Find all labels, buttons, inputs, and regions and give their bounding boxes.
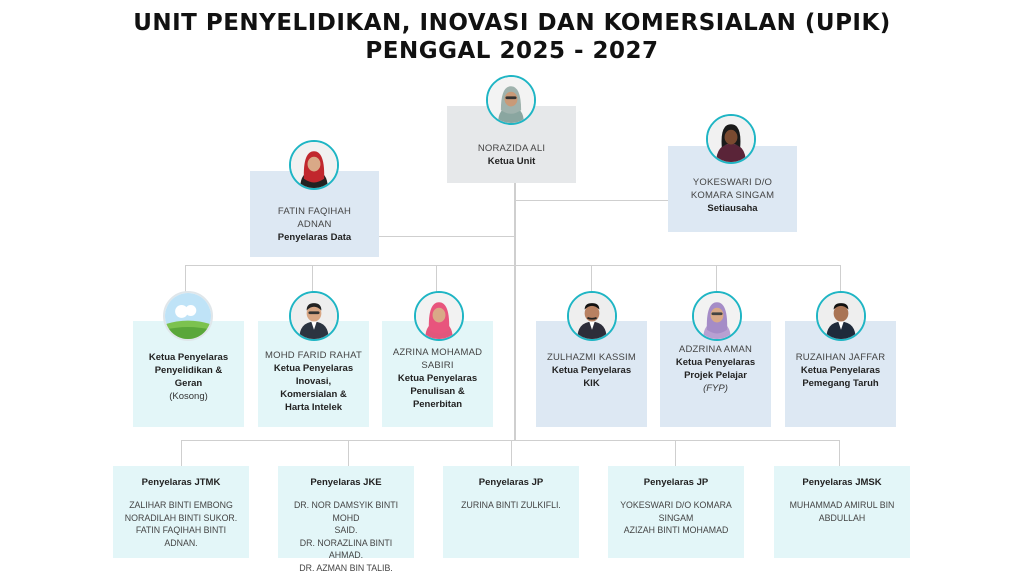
- lead-3-role-2: Penulisan &: [410, 386, 465, 397]
- dept-1-member-1: ZALIHAR BINTI EMBONG: [129, 500, 233, 510]
- dept-4-member-1: YOKESWARI D/O KOMARA: [620, 500, 732, 510]
- dept-1-member-3: FATIN FAQIHAH BINTI: [135, 525, 227, 535]
- leads-bus-line: [185, 265, 841, 266]
- dept-1-member-2: NORADILAH BINTI SUKOR.: [124, 512, 238, 523]
- secretary-branch-line: [515, 200, 669, 201]
- dept-2-member-3: DR. NORAZLINA BINTI AHMAD.: [299, 537, 393, 560]
- dept-2-member-4: DR. AZMAN BIN TALIB.: [299, 562, 393, 573]
- lead-2-name: MOHD FARID RAHAT: [265, 350, 362, 361]
- lead-3-role-1: Ketua Penyelaras: [397, 373, 478, 384]
- lead-5-role-1: Ketua Penyelaras: [675, 357, 756, 368]
- head-avatar: [486, 75, 536, 125]
- dept-drop-2: [348, 440, 349, 466]
- dept-node-1: [113, 466, 249, 558]
- lead-1-role-2: Penyelidikan &: [154, 365, 223, 376]
- lead-3-name-2: SABIRI: [421, 360, 454, 371]
- chart-subtitle: PENGGAL 2025 - 2027: [365, 38, 659, 64]
- dept-node-3: [443, 466, 579, 558]
- lead-2-role-3: Komersialan &: [280, 389, 347, 400]
- main-trunk-line: [514, 183, 516, 441]
- dept-node-2: [278, 466, 414, 573]
- dept-4-member-2: SINGAM: [658, 512, 694, 523]
- lead-4-avatar: [567, 291, 617, 341]
- lead-drop-5: [716, 265, 717, 293]
- data-coordinator-avatar: [289, 140, 339, 190]
- lead-4-role-2: KIK: [583, 378, 600, 389]
- dept-3-title: Penyelaras JP: [478, 477, 544, 488]
- dept-4-title: Penyelaras JP: [643, 477, 709, 488]
- dept-3-member-1: ZURINA BINTI ZULKIFLI.: [461, 500, 561, 510]
- dept-2-member-2: SAID.: [334, 525, 358, 535]
- data-branch-line: [378, 236, 515, 237]
- secretary-name-2: KOMARA SINGAM: [690, 190, 775, 201]
- dept-4-member-3: AZIZAH BINTI MOHAMAD: [623, 525, 729, 535]
- lead-6-role-1: Ketua Penyelaras: [800, 365, 881, 376]
- dept-drop-5: [839, 440, 840, 466]
- lead-2-avatar: [289, 291, 339, 341]
- dept-node-5: [774, 466, 910, 558]
- lead-drop-3: [436, 265, 437, 293]
- dept-2-member-1: DR. NOR DAMSYIK BINTI MOHD: [293, 500, 399, 523]
- dept-5-member-1: MUHAMMAD AMIRUL BIN: [789, 500, 895, 510]
- dept-drop-3: [511, 440, 512, 466]
- lead-6-name: RUZAIHAN JAFFAR: [795, 352, 886, 363]
- lead-drop-6: [840, 265, 841, 293]
- secretary-avatar: [706, 114, 756, 164]
- secretary-role: Setiausaha: [707, 203, 758, 214]
- lead-2-role-2: Inovasi,: [295, 376, 332, 387]
- lead-drop-4: [591, 265, 592, 293]
- head-name: NORAZIDA ALI: [477, 143, 546, 154]
- dept-5-member-2: ABDULLAH: [818, 512, 866, 523]
- chart-title: UNIT PENYELIDIKAN, INOVASI DAN KOMERSIALAN (UPIK): [133, 10, 891, 36]
- lead-2-role-1: Ketua Penyelaras: [273, 363, 354, 374]
- dept-1-member-4: ADNAN.: [164, 537, 198, 548]
- lead-5-avatar: [692, 291, 742, 341]
- lead-1-avatar-landscape: [163, 291, 213, 341]
- dept-5-title: Penyelaras JMSK: [802, 477, 882, 488]
- lead-1-role-3: Geran: [174, 378, 203, 389]
- dept-drop-4: [675, 440, 676, 466]
- lead-4-role-1: Ketua Penyelaras: [551, 365, 632, 376]
- lead-3-avatar: [414, 291, 464, 341]
- lead-5-name: ADZRINA AMAN: [678, 344, 753, 355]
- lead-drop-1: [185, 265, 186, 293]
- data-coordinator-name-1: FATIN FAQIHAH: [277, 206, 352, 217]
- head-role: Ketua Unit: [487, 156, 536, 167]
- dept-2-title: Penyelaras JKE: [310, 477, 382, 488]
- secretary-name-1: YOKESWARI D/O: [692, 177, 773, 188]
- dept-drop-1: [181, 440, 182, 466]
- data-coordinator-role: Penyelaras Data: [277, 232, 352, 243]
- lead-6-avatar: [816, 291, 866, 341]
- lead-5-note: (FYP): [703, 383, 728, 394]
- lead-1-note: (Kosong): [169, 391, 208, 402]
- lead-3-role-3: Penerbitan: [412, 399, 463, 410]
- lead-4-name: ZULHAZMI KASSIM: [546, 352, 637, 363]
- lead-6-role-2: Pemegang Taruh: [802, 378, 879, 389]
- data-coordinator-name-2: ADNAN: [297, 219, 332, 230]
- dept-1-title: Penyelaras JTMK: [141, 477, 221, 488]
- dept-node-4: [608, 466, 744, 558]
- lead-1-role-1: Ketua Penyelaras: [148, 352, 229, 363]
- lead-3-name-1: AZRINA MOHAMAD: [392, 347, 483, 358]
- lead-5-role-2: Projek Pelajar: [684, 370, 747, 381]
- lead-drop-2: [312, 265, 313, 293]
- lead-2-role-4: Harta Intelek: [284, 402, 343, 413]
